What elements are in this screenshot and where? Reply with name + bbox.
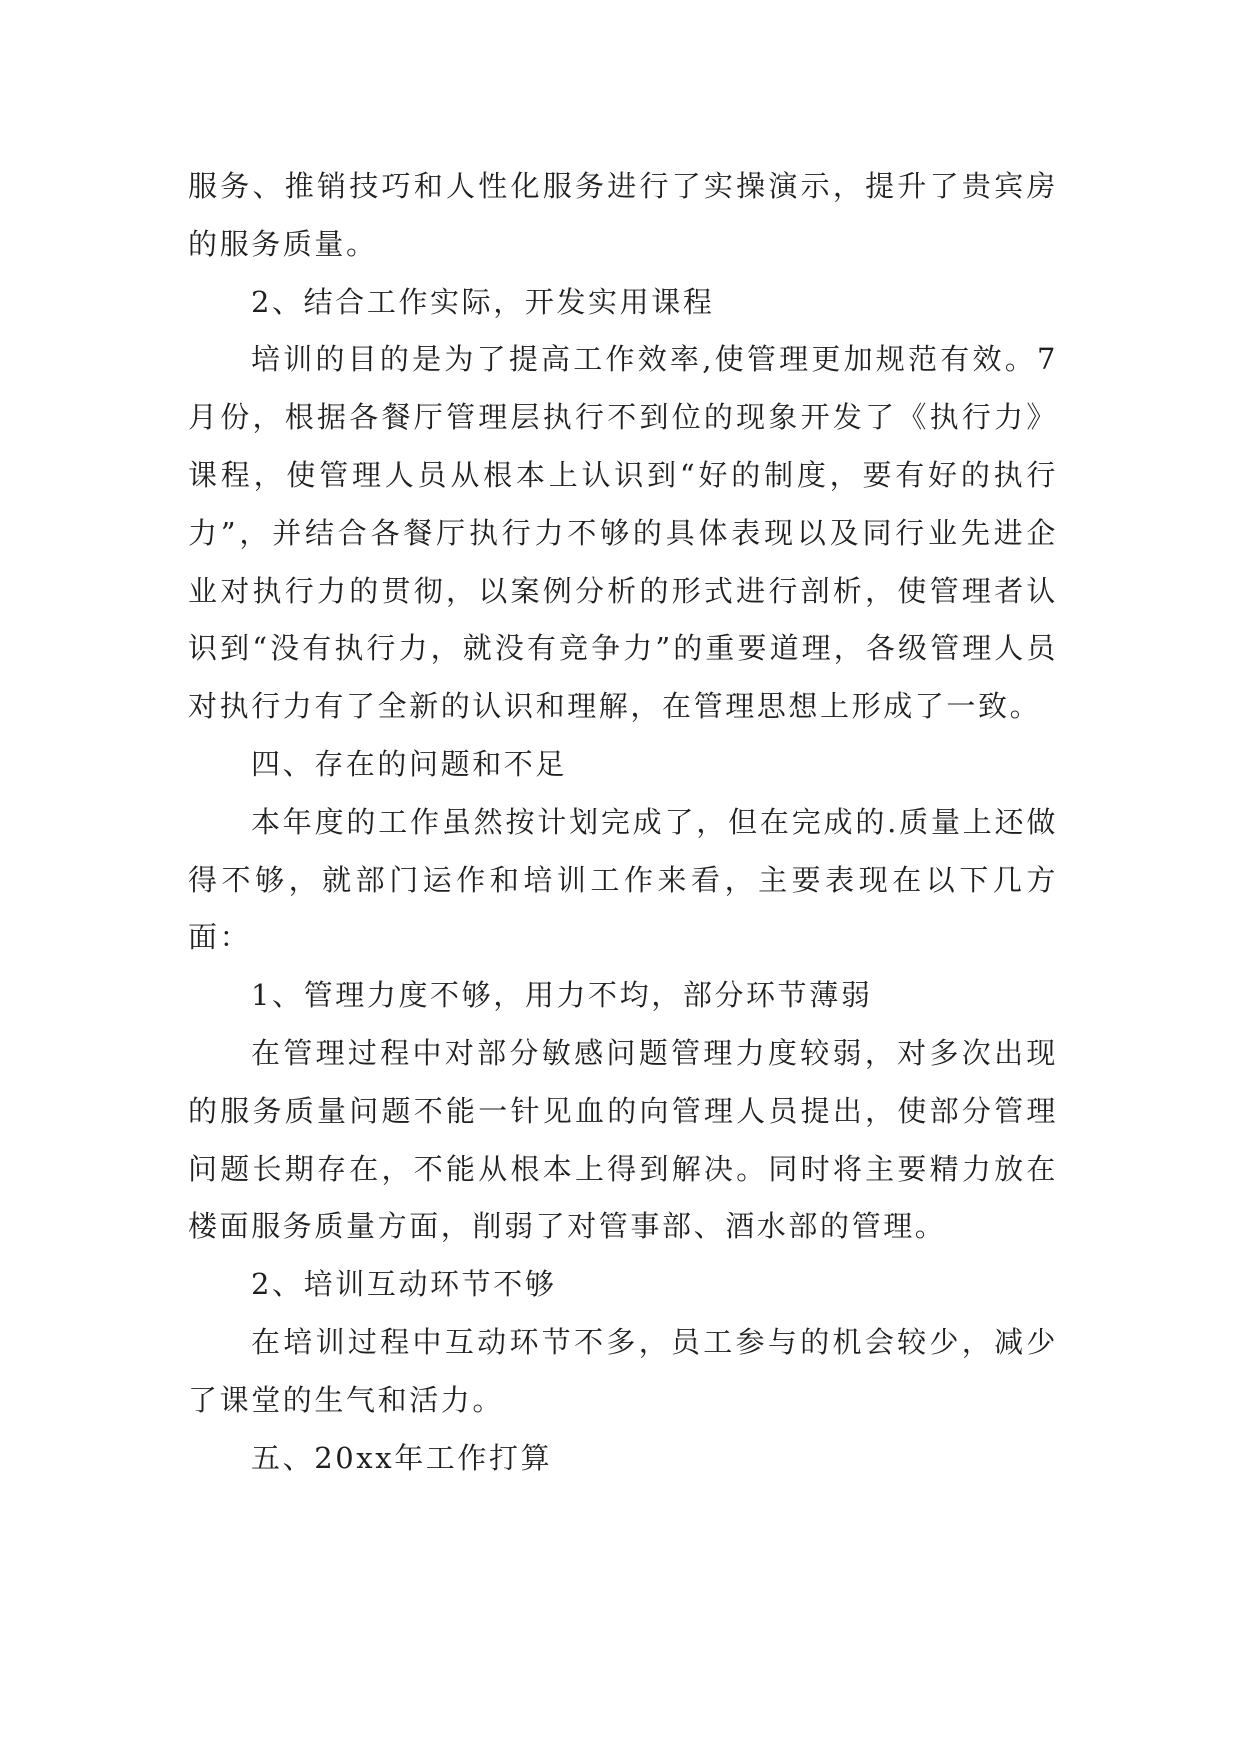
paragraph-3: 培训的目的是为了提高工作效率,使管理更加规范有效。7月份，根据各餐厅管理层执行不到位的现象开发了《执行力》课程，使管理人员从根本上认识到“好的制度，要有好的执行力”，并结合各餐厅执行力不够的具体表现以及同行业先进企业对执行力的贯彻，以案例分析的形式进行剖析，使管理者认识到“没有执行力，就没有竞争力”的重要道理，各级管理人员对执行力有了全新的认识和理解，在管理思想上形成了一致。 (188, 342, 1058, 724)
paragraph-7: 在管理过程中对部分敏感问题管理力度较弱，对多次出现的服务质量问题不能一针见血的向管理人员提出，使部分管理问题长期存在，不能从根本上得到解决。同时将主要精力放在楼面服务质量方面，削弱了对管事部、酒水部的管理。 (188, 1035, 1058, 1244)
paragraph-9: 在培训过程中互动环节不多，员工参与的机会较少，减少了课堂的生气和活力。 (188, 1324, 1058, 1417)
document-body (188, 158, 1058, 1487)
paragraph-2-heading: 2、结合工作实际，开发实用课程 (251, 284, 715, 319)
paragraph-6-heading: 1、管理力度不够，用力不均，部分环节薄弱 (251, 978, 873, 1013)
paragraph-8-heading: 2、培训互动环节不够 (251, 1267, 557, 1302)
paragraph-1: 服务、推销技巧和人性化服务进行了实操演示，提升了贵宾房的服务质量。 (188, 169, 1058, 261)
paragraph-5: 本年度的工作虽然按计划完成了，但在完成的.质量上还做得不够，就部门运作和培训工作来看，主要表现在以下几方面： (188, 804, 1058, 955)
section-heading-5: 五、20xx年工作打算 (251, 1440, 553, 1475)
section-heading-4: 四、存在的问题和不足 (251, 746, 568, 781)
